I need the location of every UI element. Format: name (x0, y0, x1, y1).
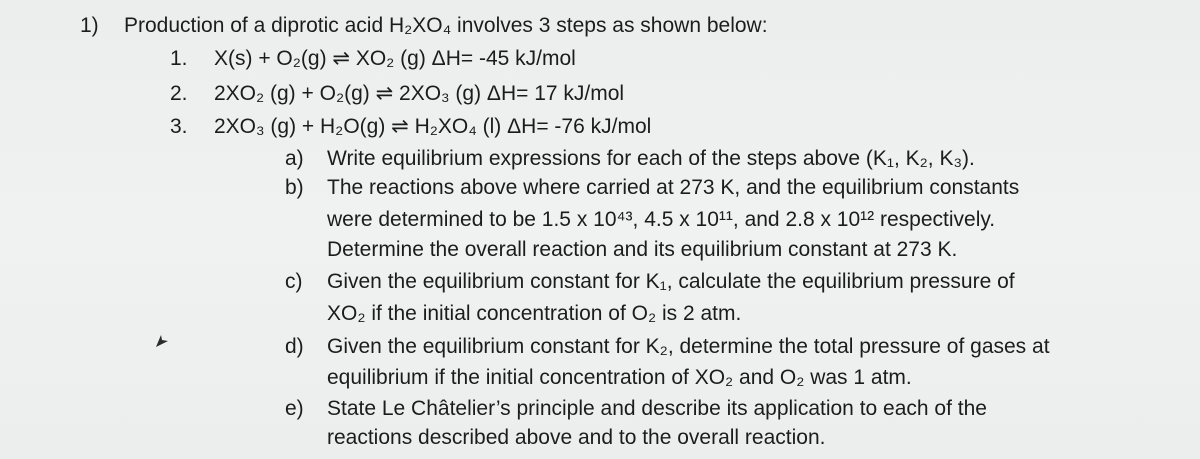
part-c-line-2: XO₂ if the initial concentration of O₂ is 2 atm. (327, 302, 742, 325)
step-text: 2XO₂ (g) + O₂(g) ⇌ 2XO₃ (g) ΔH= 17 kJ/mol (214, 82, 625, 105)
step-number: 1. (170, 47, 188, 70)
step-number: 3. (170, 115, 188, 138)
part-text: Write equilibrium expressions for each of the steps above (K₁, K₂, K₃). (327, 147, 975, 170)
part-d-line-2: equilibrium if the initial concentration of XO₂ and O₂ was 1 atm. (327, 366, 912, 389)
part-letter: a) (285, 147, 304, 170)
part-b-line-2: were determined to be 1.5 x 10⁴³, 4.5 x 10¹¹, and 2.8 x 10¹² respectively. (327, 208, 996, 231)
part-text: Given the equilibrium constant for K₂, determine the total pressure of gases at (327, 335, 1050, 358)
part-letter: c) (285, 270, 303, 293)
part-b-line-3: Determine the overall reaction and its equilibrium constant at 273 K. (327, 238, 958, 261)
step-text: X(s) + O₂(g) ⇌ XO₂ (g) ΔH= -45 kJ/mol (214, 47, 576, 70)
part-text: Given the equilibrium constant for K₁, calculate the equilibrium pressure of (327, 270, 1015, 293)
question-intro: Production of a diprotic acid H₂XO₄ involves 3 steps as shown below: (124, 14, 768, 37)
part-e-line-2: reactions described above and to the overall reaction. (327, 426, 826, 449)
part-text: The reactions above where carried at 273 K, and the equilibrium constants (327, 176, 1020, 199)
mouse-cursor-icon (155, 334, 169, 348)
part-letter: d) (285, 335, 304, 358)
part-letter: b) (285, 176, 304, 199)
question-number: 1) (80, 14, 99, 37)
step-number: 2. (170, 82, 188, 105)
part-letter: e) (285, 397, 304, 420)
part-text: State Le Châtelier’s principle and describe its application to each of the (327, 397, 987, 420)
step-text: 2XO₃ (g) + H₂O(g) ⇌ H₂XO₄ (l) ΔH= -76 kJ/mol (214, 115, 652, 138)
